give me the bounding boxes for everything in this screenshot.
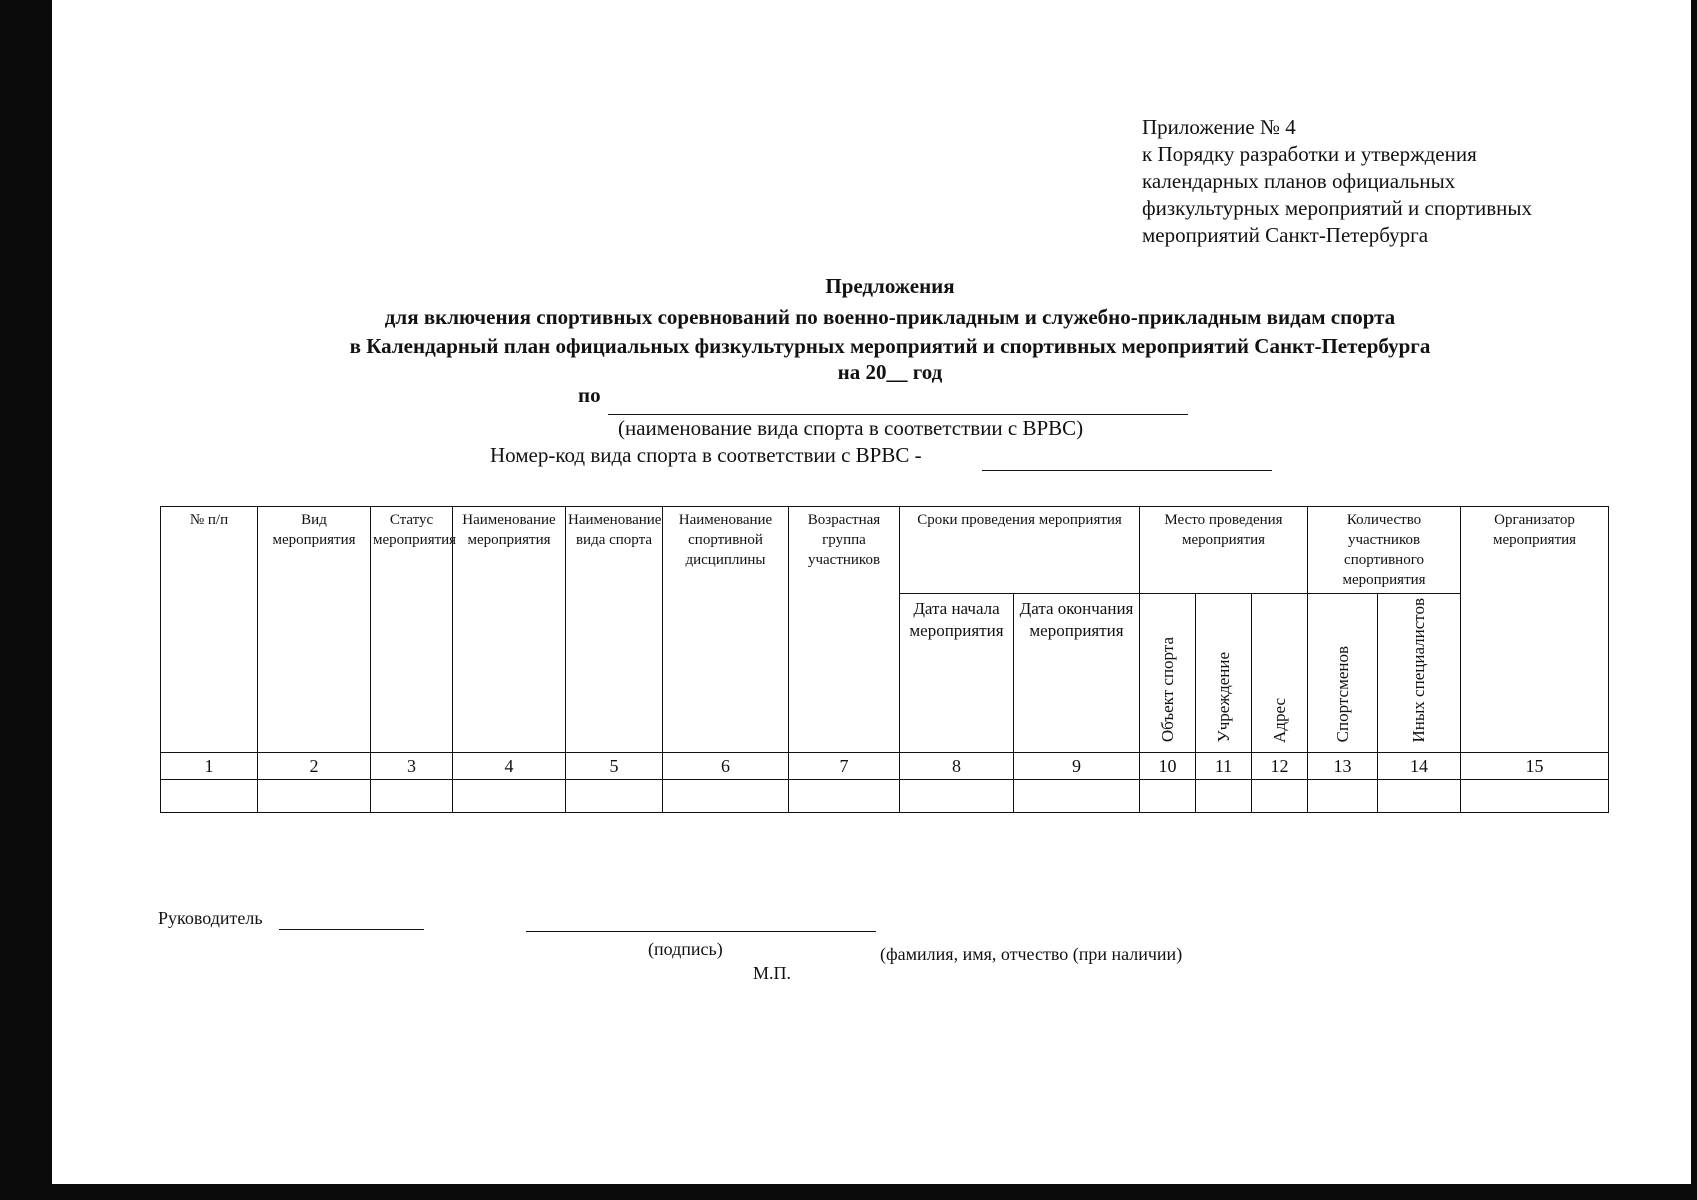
col-number-14: 14: [1378, 753, 1461, 780]
col-header-sport-name: Наименование вида спорта: [566, 507, 663, 753]
other-specialists-label: Иных специалистов: [1409, 598, 1429, 743]
col-number-6: 6: [663, 753, 789, 780]
appendix-line-3: календарных планов официальных: [1142, 169, 1456, 193]
scan-border-bottom: [0, 1184, 1697, 1200]
sport-code-field[interactable]: [982, 470, 1272, 471]
appendix-line-5: мероприятий Санкт-Петербурга: [1142, 223, 1429, 247]
col-number-8: 8: [900, 753, 1014, 780]
blank-cell[interactable]: [1461, 780, 1609, 813]
sport-facility-label: Объект спорта: [1157, 637, 1177, 743]
col-number-2: 2: [258, 753, 371, 780]
blank-cell[interactable]: [900, 780, 1014, 813]
appendix-line-4: физкультурных мероприятий и спортивных: [1142, 196, 1532, 220]
col-number-3: 3: [371, 753, 453, 780]
col-header-start-date: Дата начала мероприятия: [900, 594, 1014, 753]
col-group-participants: Количество участников спортивного мероприятия: [1308, 507, 1461, 594]
address-label: Адрес: [1269, 697, 1289, 743]
col-header-age-group: Возрастная группа участников: [789, 507, 900, 753]
col-number-4: 4: [453, 753, 566, 780]
col-number-12: 12: [1252, 753, 1308, 780]
col-header-institution: [1196, 594, 1252, 753]
col-header-address: [1252, 594, 1308, 753]
col-header-athletes: [1308, 594, 1378, 753]
col-header-other-specialists: [1378, 594, 1461, 753]
blank-cell[interactable]: [1252, 780, 1308, 813]
col-number-7: 7: [789, 753, 900, 780]
scan-border-left: [0, 0, 52, 1200]
col-group-dates: Сроки проведения мероприятия: [900, 507, 1140, 594]
sport-name-field[interactable]: [608, 414, 1188, 415]
document-subtitle-2: в Календарный план официальных физкультурных мероприятий и спортивных мероприятий Санкт-Петербурга: [349, 334, 1431, 358]
col-number-1: 1: [161, 753, 258, 780]
head-name-field[interactable]: [526, 931, 876, 932]
blank-cell[interactable]: [161, 780, 258, 813]
col-number-5: 5: [566, 753, 663, 780]
col-group-place: Место проведения мероприятия: [1140, 507, 1308, 594]
document-title: Предложения: [825, 274, 955, 298]
appendix-line-2: к Порядку разработки и утверждения: [1142, 142, 1477, 166]
athletes-label: Спортсменов: [1332, 646, 1352, 743]
blank-cell[interactable]: [1140, 780, 1196, 813]
stamp-place: М.П.: [753, 963, 792, 983]
blank-cell[interactable]: [371, 780, 453, 813]
head-signature-field[interactable]: [279, 929, 424, 930]
sport-name-caption: (наименование вида спорта в соответствии с ВРВС): [618, 416, 1084, 440]
col-number-11: 11: [1196, 753, 1252, 780]
events-table: [160, 506, 1609, 813]
blank-cell[interactable]: [453, 780, 566, 813]
column-number-row: [161, 753, 1609, 780]
col-header-discipline: Наименование спортивной дисциплины: [663, 507, 789, 753]
blank-cell[interactable]: [789, 780, 900, 813]
blank-cell[interactable]: [1308, 780, 1378, 813]
document-year: на 20__ год: [837, 360, 943, 384]
col-number-10: 10: [1140, 753, 1196, 780]
col-header-end-date: Дата окончания мероприятия: [1014, 594, 1140, 753]
col-header-number: № п/п: [161, 507, 258, 753]
col-number-15: 15: [1461, 753, 1609, 780]
col-header-event-status: Статус мероприятия: [371, 507, 453, 753]
document-subtitle-1: для включения спортивных соревнований по военно-прикладным и служебно-прикладным видам спорта: [384, 305, 1396, 329]
col-number-13: 13: [1308, 753, 1378, 780]
col-header-organizer: Организатор мероприятия: [1461, 507, 1609, 753]
appendix-line-1: Приложение № 4: [1142, 115, 1296, 139]
col-header-sport-facility: [1140, 594, 1196, 753]
col-header-event-name: Наименование мероприятия: [453, 507, 566, 753]
blank-cell[interactable]: [1378, 780, 1461, 813]
sport-code-label: Номер-код вида спорта в соответствии с ВРВС -: [490, 443, 922, 467]
blank-cell[interactable]: [663, 780, 789, 813]
institution-label: Учреждение: [1213, 652, 1233, 743]
blank-cell[interactable]: [258, 780, 371, 813]
header-row-1: [161, 507, 1609, 594]
table-row: [161, 780, 1609, 813]
appendix-note: [1142, 114, 1532, 249]
sport-prefix: по: [578, 383, 601, 407]
blank-cell[interactable]: [566, 780, 663, 813]
col-number-9: 9: [1014, 753, 1140, 780]
blank-cell[interactable]: [1196, 780, 1252, 813]
signature-caption: (подпись): [648, 939, 723, 959]
blank-cell[interactable]: [1014, 780, 1140, 813]
col-header-event-type: Вид мероприятия: [258, 507, 371, 753]
scan-border-right: [1691, 0, 1697, 1200]
full-name-caption: (фамилия, имя, отчество (при наличии): [880, 944, 1183, 964]
head-label: Руководитель: [158, 908, 263, 928]
